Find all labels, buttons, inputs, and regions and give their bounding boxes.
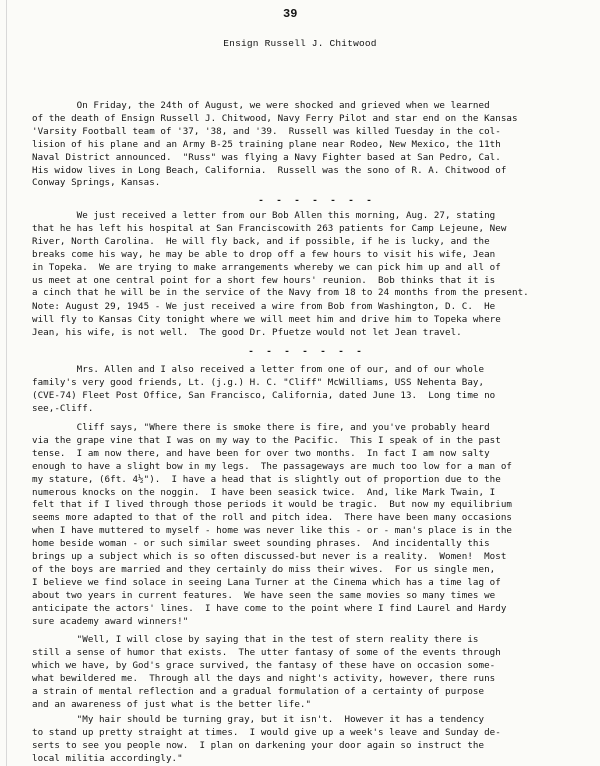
page-edge-line — [6, 0, 7, 766]
paragraph-mcwilliams-letter: Mrs. Allen and I also received a letter from one of our, and of our whole family's very good friends, Lt. (j.g.) H. C. "Cliff" McWilliams, USS Nehenta Bay, (CVE-74) Fleet Post Office, San Francisco, California, dated June 13. Long time no see,-Cliff. — [32, 364, 496, 414]
paragraph-cliff-hair: "My hair should be turning gray, but it isn't. However it has a tendency to stand up pretty straight at times. I would give up a week's leave and Sunday de- serts to see you people now. I plan on darkening your door again so instruct the local militia accordingly." — [32, 714, 501, 764]
paragraph-note-wire: Note: August 29, 1945 - We just received a wire from Bob from Washington, D. C. He will fly to Kansas City tonight where we will meet him and drive him to Topeka where Jean, his wife, is not well. The good Dr. Pfuetze would not let Jean travel. — [32, 301, 501, 338]
page-number: 39 — [283, 7, 298, 21]
paragraph-bob-allen-letter: We just received a letter from our Bob Allen this morning, Aug. 27, stating that he has left his hospital at San Franciscowith 263 patients for Camp Lejeune, New River, North Carolina. He will fly back, and if possible, if he is lucky, and the breaks come his way, he may be able to drop off a few hours to visit his wife, Jean in Topeka. We are trying to make arrangements whereby we can pick him up and all of us meet at one central point for a short few hours' reunion. Bob thinks that it is a cinch that he will be in the service of the Navy from 18 to 24 months from the present. — [32, 210, 529, 299]
section-divider: - - - - - - - — [248, 347, 366, 358]
paragraph-cliff-says: Cliff says, "Where there is smoke there is fire, and you've probably heard via the grape vine that I was on my way to the Pacific. This I speak of in the past tense. I am now there, and have been for over two months. In fact I am now salty enough to have a slight bow in my legs. The passageways are much too low for a man of my stature, (6ft. 4½"). I have a head that is slightly out of proportion due to the numerous knocks on the noggin. I have been seasick twice. And, like Mark Twain, I felt that if I lived through those periods it would be tragic. But now my equilibrium seems more adapted to that of the roll and pitch idea. There have been many occasions when I have muttered to myself - home was never like this - or - man's place is in the home beside woman - or such similar sweet sounding phrases. And incidentally this brings up a subject which is so often discussed-but never is a reality. Women! Most of the boys are married and they certainly do miss their wives. For us single men, I believe we find solace in seeing Lana Turner at the Cinema which has a time lag of about two years in current features. We have seen the same movies so many times we anticipate the actors' lines. I have come to the point where I find Laurel and Hardy sure academy award winners!" — [32, 422, 512, 627]
section-divider: - - - - - - - — [258, 196, 376, 207]
page-title: Ensign Russell J. Chitwood — [223, 38, 377, 49]
paragraph-cliff-closing: "Well, I will close by saying that in the test of stern reality there is still a sense of humor that exists. The utter fantasy of some of the events through which we have, by God's grace survived, the fantasy of these have on occasion some- what bewildered me. Through all the days and night's activity, however, there runs a strain of mental reflection and a gradual formulation of a certainty of purpose and an awareness of just what is the better life." — [32, 634, 501, 710]
paragraph-chitwood-death: On Friday, the 24th of August, we were shocked and grieved when we learned of the death of Ensign Russell J. Chitwood, Navy Ferry Pilot and star end on the Kansas 'Varsity Football team of '37, '38, and '39. Russell was killed Tuesday in the col- lision of his plane and an Army B-25 training plane near Rodeo, New Mexico, the 11th Naval District announced. "Russ" was flying a Navy Fighter based at San Pedro, Cal. His widow lives in Long Beach, California. Russell was the sono of R. A. Chitwood of Conway Springs, Kansas. — [32, 100, 518, 189]
